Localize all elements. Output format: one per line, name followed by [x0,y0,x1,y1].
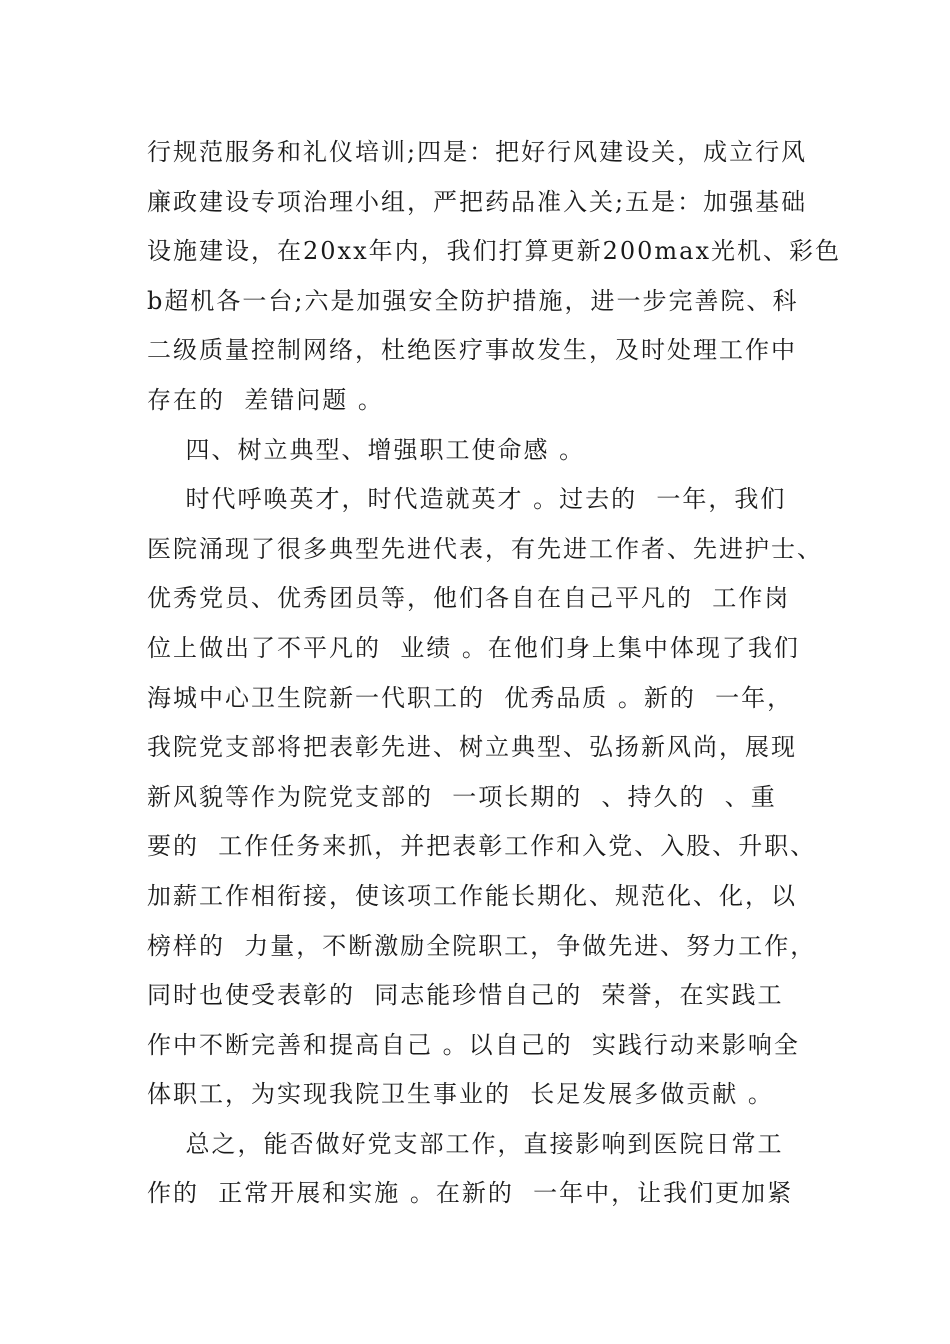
text-line: 要的 工作任务来抓，并把表彰工作和入党、入股、升职、 [147,832,817,861]
text-line: 设施建设，在20xx年内，我们打算更新200max光机、彩色 [147,237,842,266]
text-line: 二级质量控制网络，杜绝医疗事故发生，及时处理工作中 [147,336,797,365]
text-line: 优秀党员、优秀团员等，他们各自在自己平凡的 工作岗 [147,584,791,613]
text-line: 医院涌现了很多典型先进代表，有先进工作者、先进护士、 [147,534,823,563]
section-heading: 四、树立典型、增强职工使命感 。 [147,435,586,464]
text-line: 行规范服务和礼仪培训;四是：把好行风建设关，成立行风 [147,138,808,166]
text-line: 廉政建设专项治理小组，严把药品准入关;五是：加强基础 [147,187,808,216]
text-line: 加薪工作相衔接，使该项工作能长期化、规范化、化，以 [147,881,797,910]
text-line: 位上做出了不平凡的 业绩 。在他们身上集中体现了我们 [147,633,800,662]
text-line: 作的 正常开展和实施 。在新的 一年中，让我们更加紧 [147,1179,794,1208]
text-line: b超机各一台;六是加强安全防护措施，进一步完善院、科 [147,286,799,315]
text-line: 作中不断完善和提高自己 。以自己的 实践行动来影响全 [147,1030,800,1059]
text-line: 同时也使受表彰的 同志能珍惜自己的 荣誉，在实践工 [147,981,784,1010]
body-text [147,128,842,1219]
text-line: 存在的 差错问题 。 [147,385,384,414]
text-line: 体职工，为实现我院卫生事业的 长足发展多做贡献 。 [147,1080,774,1109]
text-line: 我院党支部将把表彰先进、树立典型、弘扬新风尚，展现 [147,733,797,762]
text-line: 时代呼唤英才，时代造就英才 。过去的 一年，我们 [147,485,787,514]
text-line: 海城中心卫生院新一代职工的 优秀品质 。新的 一年， [147,683,794,712]
text-line: 总之，能否做好党支部工作，直接影响到医院日常工 [147,1129,784,1158]
text-line: 新风貌等作为院党支部的 一项长期的 、持久的 、重 [147,782,777,811]
text-line: 榜样的 力量，不断激励全院职工，争做先进、努力工作， [147,931,817,960]
